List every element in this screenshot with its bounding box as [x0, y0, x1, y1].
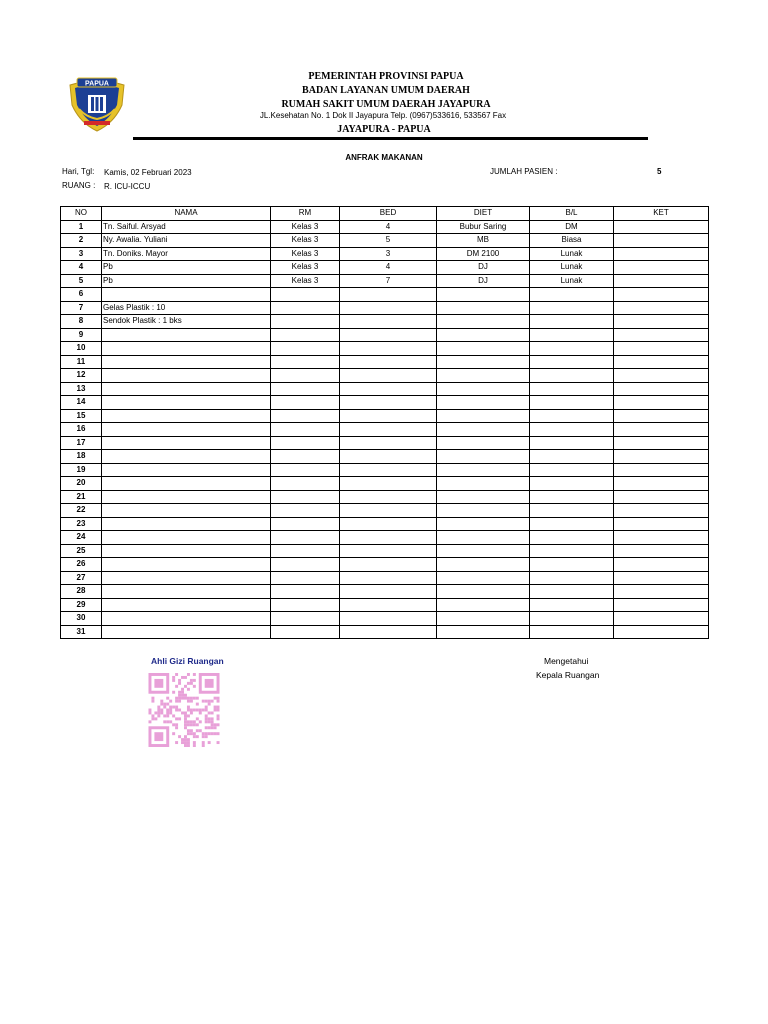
- cell-bl: [530, 396, 614, 410]
- cell-no: 10: [61, 342, 102, 356]
- cell-ket: [614, 315, 709, 329]
- cell-no: 29: [61, 598, 102, 612]
- cell-nama: [102, 423, 271, 437]
- cell-bed: [340, 301, 437, 315]
- cell-bed: [340, 571, 437, 585]
- cell-rm: [271, 288, 340, 302]
- cell-nama: [102, 571, 271, 585]
- cell-nama: [102, 558, 271, 572]
- cell-no: 25: [61, 544, 102, 558]
- table-row: [61, 301, 709, 315]
- cell-no: 31: [61, 625, 102, 639]
- cell-bed: [340, 396, 437, 410]
- cell-diet: [437, 315, 530, 329]
- cell-bl: [530, 517, 614, 531]
- cell-ket: [614, 234, 709, 248]
- cell-nama: Tn. Saiful. Arsyad: [102, 220, 271, 234]
- cell-bed: [340, 382, 437, 396]
- cell-diet: [437, 382, 530, 396]
- cell-bed: [340, 517, 437, 531]
- table-row: [61, 355, 709, 369]
- cell-rm: [271, 544, 340, 558]
- table-row: [61, 436, 709, 450]
- cell-ket: [614, 396, 709, 410]
- cell-ket: [614, 436, 709, 450]
- cell-bed: [340, 544, 437, 558]
- cell-ket: [614, 355, 709, 369]
- cell-rm: [271, 612, 340, 626]
- patient-count-label: JUMLAH PASIEN :: [490, 167, 558, 176]
- cell-bed: [340, 342, 437, 356]
- cell-bed: 3: [340, 247, 437, 261]
- cell-no: 11: [61, 355, 102, 369]
- cell-no: 13: [61, 382, 102, 396]
- cell-ket: [614, 517, 709, 531]
- cell-rm: [271, 369, 340, 383]
- cell-diet: [437, 409, 530, 423]
- cell-bed: [340, 625, 437, 639]
- table-row: [61, 450, 709, 464]
- cell-diet: [437, 504, 530, 518]
- cell-bl: [530, 450, 614, 464]
- cell-no: 15: [61, 409, 102, 423]
- cell-ket: [614, 423, 709, 437]
- head-of-ward-label: Kepala Ruangan: [536, 670, 600, 680]
- cell-rm: [271, 598, 340, 612]
- date-value: Kamis, 02 Februari 2023: [104, 168, 192, 177]
- cell-rm: [271, 463, 340, 477]
- date-label: Hari, Tgl:: [62, 167, 95, 176]
- cell-bed: [340, 463, 437, 477]
- acknowledged-label: Mengetahui: [544, 656, 589, 666]
- cell-bl: Lunak: [530, 274, 614, 288]
- cell-rm: [271, 517, 340, 531]
- cell-nama: [102, 450, 271, 464]
- cell-bl: Lunak: [530, 247, 614, 261]
- cell-rm: Kelas 3: [271, 220, 340, 234]
- cell-ket: [614, 261, 709, 275]
- cell-bed: [340, 531, 437, 545]
- column-header-diet: DIET: [437, 207, 530, 221]
- cell-ket: [614, 274, 709, 288]
- cell-no: 20: [61, 477, 102, 491]
- cell-diet: DJ: [437, 274, 530, 288]
- cell-rm: [271, 436, 340, 450]
- table-row: [61, 544, 709, 558]
- cell-ket: [614, 288, 709, 302]
- cell-no: 18: [61, 450, 102, 464]
- cell-no: 28: [61, 585, 102, 599]
- header-divider: [133, 137, 648, 140]
- cell-no: 7: [61, 301, 102, 315]
- cell-no: 24: [61, 531, 102, 545]
- cell-no: 26: [61, 558, 102, 572]
- cell-rm: [271, 504, 340, 518]
- cell-nama: [102, 477, 271, 491]
- cell-nama: [102, 369, 271, 383]
- cell-ket: [614, 301, 709, 315]
- cell-nama: [102, 585, 271, 599]
- cell-ket: [614, 504, 709, 518]
- cell-ket: [614, 342, 709, 356]
- cell-rm: [271, 382, 340, 396]
- cell-bed: 4: [340, 220, 437, 234]
- cell-no: 21: [61, 490, 102, 504]
- cell-rm: [271, 328, 340, 342]
- cell-rm: [271, 396, 340, 410]
- cell-ket: [614, 490, 709, 504]
- cell-rm: [271, 315, 340, 329]
- cell-diet: [437, 625, 530, 639]
- cell-nama: [102, 490, 271, 504]
- cell-no: 4: [61, 261, 102, 275]
- cell-no: 8: [61, 315, 102, 329]
- cell-nama: [102, 396, 271, 410]
- cell-no: 1: [61, 220, 102, 234]
- table-row: [61, 234, 709, 248]
- cell-diet: [437, 355, 530, 369]
- cell-bl: [530, 355, 614, 369]
- cell-diet: [437, 531, 530, 545]
- cell-diet: [437, 288, 530, 302]
- cell-nama: [102, 436, 271, 450]
- header-city: JAYAPURA - PAPUA: [337, 124, 431, 135]
- table-row: [61, 598, 709, 612]
- table-row: [61, 261, 709, 275]
- cell-diet: [437, 517, 530, 531]
- table-row: [61, 369, 709, 383]
- cell-nama: Ny. Awalia. Yuliani: [102, 234, 271, 248]
- cell-bed: [340, 436, 437, 450]
- cell-nama: [102, 517, 271, 531]
- cell-rm: [271, 558, 340, 572]
- cell-no: 27: [61, 571, 102, 585]
- cell-bl: [530, 598, 614, 612]
- cell-nama: [102, 409, 271, 423]
- cell-ket: [614, 382, 709, 396]
- cell-bed: 7: [340, 274, 437, 288]
- table-row: [61, 409, 709, 423]
- header-line-province: PEMERINTAH PROVINSI PAPUA: [308, 71, 464, 82]
- cell-bl: [530, 463, 614, 477]
- cell-bed: [340, 450, 437, 464]
- table-row: [61, 625, 709, 639]
- cell-bl: [530, 328, 614, 342]
- cell-nama: Pb: [102, 274, 271, 288]
- cell-ket: [614, 531, 709, 545]
- cell-bl: [530, 477, 614, 491]
- cell-nama: Gelas Plastik : 10: [102, 301, 271, 315]
- cell-nama: [102, 612, 271, 626]
- cell-bl: [530, 490, 614, 504]
- cell-ket: [614, 463, 709, 477]
- cell-nama: [102, 328, 271, 342]
- cell-diet: DJ: [437, 261, 530, 275]
- header-line-hospital: RUMAH SAKIT UMUM DAERAH JAYAPURA: [281, 99, 491, 110]
- cell-bed: [340, 504, 437, 518]
- cell-bl: [530, 544, 614, 558]
- cell-nama: [102, 598, 271, 612]
- cell-no: 16: [61, 423, 102, 437]
- cell-no: 9: [61, 328, 102, 342]
- cell-bl: [530, 369, 614, 383]
- cell-diet: [437, 612, 530, 626]
- cell-ket: [614, 625, 709, 639]
- table-row: [61, 490, 709, 504]
- cell-nama: [102, 342, 271, 356]
- cell-bl: [530, 531, 614, 545]
- cell-bl: Biasa: [530, 234, 614, 248]
- table-row: [61, 504, 709, 518]
- cell-bed: [340, 423, 437, 437]
- cell-diet: [437, 463, 530, 477]
- table-row: [61, 463, 709, 477]
- table-header-row: [61, 207, 709, 221]
- cell-bed: [340, 369, 437, 383]
- logo-text: PAPUA: [85, 80, 109, 88]
- cell-rm: [271, 585, 340, 599]
- cell-ket: [614, 477, 709, 491]
- table-row: [61, 517, 709, 531]
- patient-count-value: 5: [657, 167, 662, 176]
- cell-rm: Kelas 3: [271, 261, 340, 275]
- cell-nama: [102, 463, 271, 477]
- cell-ket: [614, 328, 709, 342]
- table-row: [61, 315, 709, 329]
- cell-nama: Pb: [102, 261, 271, 275]
- cell-bed: [340, 585, 437, 599]
- cell-bed: [340, 409, 437, 423]
- cell-diet: [437, 301, 530, 315]
- cell-rm: Kelas 3: [271, 247, 340, 261]
- cell-nama: [102, 288, 271, 302]
- table-row: [61, 558, 709, 572]
- cell-no: 12: [61, 369, 102, 383]
- table-row: [61, 477, 709, 491]
- cell-bed: [340, 355, 437, 369]
- cell-bl: [530, 423, 614, 437]
- cell-diet: [437, 571, 530, 585]
- cell-bl: [530, 382, 614, 396]
- cell-bed: [340, 558, 437, 572]
- cell-bl: [530, 436, 614, 450]
- cell-bl: [530, 585, 614, 599]
- cell-rm: [271, 490, 340, 504]
- cell-bed: [340, 598, 437, 612]
- cell-bed: 5: [340, 234, 437, 248]
- cell-nama: [102, 504, 271, 518]
- cell-nama: Sendok Plastik : 1 bks: [102, 315, 271, 329]
- nutritionist-signature-title: Ahli Gizi Ruangan: [151, 656, 224, 666]
- cell-rm: Kelas 3: [271, 234, 340, 248]
- cell-nama: [102, 531, 271, 545]
- cell-diet: [437, 396, 530, 410]
- column-header-bl: B/L: [530, 207, 614, 221]
- table-row: [61, 274, 709, 288]
- cell-bed: [340, 612, 437, 626]
- cell-bed: 4: [340, 261, 437, 275]
- table-row: [61, 423, 709, 437]
- cell-diet: [437, 558, 530, 572]
- table-row: [61, 342, 709, 356]
- cell-no: 30: [61, 612, 102, 626]
- header-address: JL.Kesehatan No. 1 Dok II Jayapura Telp. (0967)533616, 533567 Fax: [259, 111, 507, 120]
- cell-diet: [437, 450, 530, 464]
- table-row: [61, 396, 709, 410]
- cell-diet: Bubur Saring: [437, 220, 530, 234]
- column-header-ket: KET: [614, 207, 709, 221]
- cell-nama: [102, 355, 271, 369]
- document-title: ANFRAK MAKANAN: [345, 153, 423, 162]
- cell-diet: [437, 328, 530, 342]
- cell-diet: [437, 436, 530, 450]
- cell-bl: [530, 288, 614, 302]
- cell-rm: [271, 450, 340, 464]
- room-label: RUANG :: [62, 181, 96, 190]
- cell-rm: [271, 531, 340, 545]
- cell-nama: [102, 382, 271, 396]
- meal-table: [60, 206, 709, 639]
- cell-bl: DM: [530, 220, 614, 234]
- cell-ket: [614, 409, 709, 423]
- cell-ket: [614, 247, 709, 261]
- table-row: [61, 288, 709, 302]
- cell-ket: [614, 558, 709, 572]
- cell-bl: [530, 558, 614, 572]
- cell-no: 2: [61, 234, 102, 248]
- cell-diet: [437, 369, 530, 383]
- table-row: [61, 328, 709, 342]
- cell-diet: [437, 423, 530, 437]
- cell-diet: [437, 585, 530, 599]
- column-header-nama: NAMA: [102, 207, 271, 221]
- cell-no: 19: [61, 463, 102, 477]
- table-row: [61, 247, 709, 261]
- cell-bl: [530, 342, 614, 356]
- cell-bl: [530, 571, 614, 585]
- qr-code-icon: [148, 673, 220, 747]
- cell-rm: [271, 355, 340, 369]
- cell-nama: Tn. Doniks. Mayor: [102, 247, 271, 261]
- cell-diet: [437, 490, 530, 504]
- cell-nama: [102, 625, 271, 639]
- cell-bl: [530, 625, 614, 639]
- cell-bl: [530, 612, 614, 626]
- cell-rm: [271, 477, 340, 491]
- cell-diet: [437, 477, 530, 491]
- cell-rm: [271, 409, 340, 423]
- cell-bed: [340, 328, 437, 342]
- cell-bl: [530, 504, 614, 518]
- cell-bl: [530, 315, 614, 329]
- cell-no: 23: [61, 517, 102, 531]
- cell-no: 22: [61, 504, 102, 518]
- cell-no: 3: [61, 247, 102, 261]
- table-row: [61, 382, 709, 396]
- cell-bed: [340, 288, 437, 302]
- cell-diet: MB: [437, 234, 530, 248]
- cell-diet: DM 2100: [437, 247, 530, 261]
- column-header-rm: RM: [271, 207, 340, 221]
- cell-bed: [340, 477, 437, 491]
- cell-rm: [271, 625, 340, 639]
- cell-ket: [614, 571, 709, 585]
- cell-no: 17: [61, 436, 102, 450]
- cell-rm: Kelas 3: [271, 274, 340, 288]
- table-row: [61, 585, 709, 599]
- cell-bl: [530, 301, 614, 315]
- header-line-agency: BADAN LAYANAN UMUM DAERAH: [302, 85, 470, 96]
- cell-ket: [614, 450, 709, 464]
- room-value: R. ICU-ICCU: [104, 182, 151, 191]
- table-row: [61, 531, 709, 545]
- cell-ket: [614, 220, 709, 234]
- cell-ket: [614, 585, 709, 599]
- cell-diet: [437, 544, 530, 558]
- cell-rm: [271, 571, 340, 585]
- cell-diet: [437, 342, 530, 356]
- cell-rm: [271, 342, 340, 356]
- cell-bl: Lunak: [530, 261, 614, 275]
- cell-bed: [340, 315, 437, 329]
- table-row: [61, 612, 709, 626]
- cell-ket: [614, 598, 709, 612]
- cell-ket: [614, 369, 709, 383]
- cell-ket: [614, 544, 709, 558]
- cell-bl: [530, 409, 614, 423]
- cell-ket: [614, 612, 709, 626]
- cell-diet: [437, 598, 530, 612]
- column-header-no: NO: [61, 207, 102, 221]
- table-row: [61, 220, 709, 234]
- cell-nama: [102, 544, 271, 558]
- cell-no: 14: [61, 396, 102, 410]
- table-row: [61, 571, 709, 585]
- cell-rm: [271, 301, 340, 315]
- cell-no: 6: [61, 288, 102, 302]
- cell-rm: [271, 423, 340, 437]
- cell-no: 5: [61, 274, 102, 288]
- cell-bed: [340, 490, 437, 504]
- column-header-bed: BED: [340, 207, 437, 221]
